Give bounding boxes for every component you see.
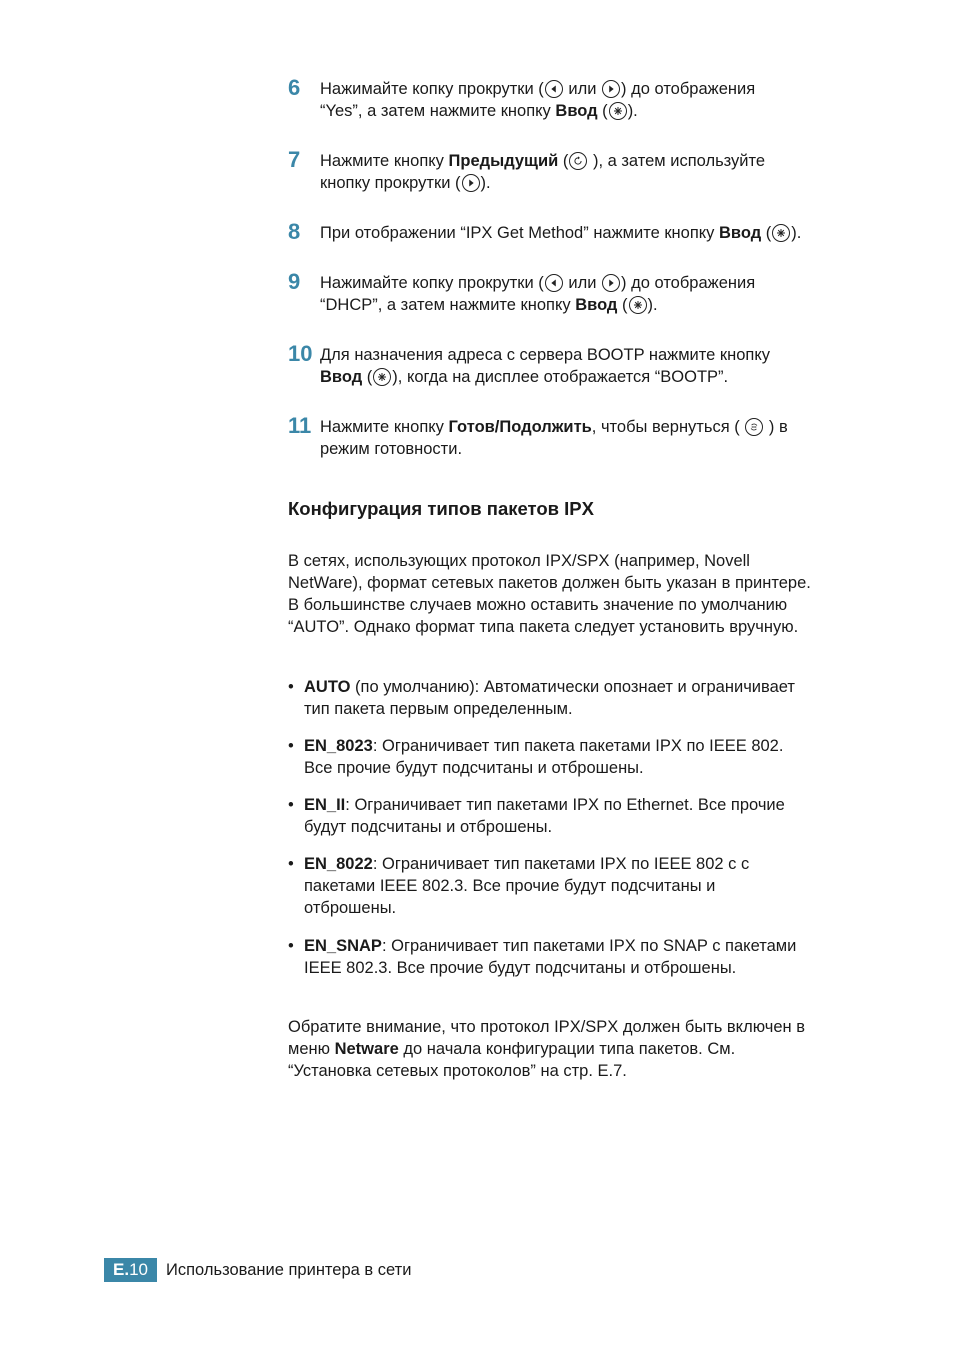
step-11	[288, 413, 848, 460]
bullet-en-8023: • EN_8023: Ограничивает тип пакета пакетами IPX по IEEE 802. Все прочие будут подсчитаны и отброшены.	[288, 737, 784, 777]
enter-icon	[772, 224, 790, 242]
step-number: 9	[288, 269, 301, 294]
scroll-left-icon	[545, 274, 563, 292]
bullet-en-8022: • EN_8022: Ограничивает тип пакетами IPX по IEEE 802 с с пакетами IEEE 802.3. Все прочие будут подсчитаны и отброшены.	[288, 855, 750, 917]
step-9	[288, 269, 848, 316]
scroll-right-icon	[462, 174, 480, 192]
step-8	[288, 219, 848, 244]
bullet-auto: • AUTO (по умолчанию): Автоматически опознает и ограничивает тип пакета первым определенным.	[288, 678, 795, 718]
enter-icon	[609, 102, 627, 120]
step-text: Нажмите кнопку Предыдущий ( ), а затем используйте кнопку прокрутки ( ).	[320, 152, 766, 192]
step-7	[288, 147, 848, 194]
step-text: Нажимайте копку прокрутки ( или ) до отображения “Yes”, а затем нажмите кнопку Ввод ( ).	[320, 80, 756, 120]
step-6	[288, 75, 848, 122]
enter-icon	[373, 368, 391, 386]
enter-icon	[629, 296, 647, 314]
section-heading: Конфигурация типов пакетов IPX	[288, 498, 594, 519]
bullet-marker: •	[288, 737, 294, 755]
page-number-tag	[104, 1258, 157, 1282]
step-10	[288, 341, 848, 388]
back-icon	[569, 152, 587, 170]
note-paragraph: Обратите внимание, что протокол IPX/SPX должен быть включен в меню Netware до начала конфигурации типа пакетов. См. “Установка сетевых протоколов” на стр. E.7.	[288, 1018, 805, 1080]
step-text: Для назначения адреса с сервера BOOTP нажмите кнопку Ввод ( ), когда на дисплее отображается “BOOTP”.	[320, 346, 770, 386]
step-text: Нажимайте копку прокрутки ( или ) до отображения “DHCP”, а затем нажмите кнопку Ввод ( ).	[320, 274, 756, 314]
scroll-right-icon	[602, 274, 620, 292]
step-number: 7	[288, 147, 301, 172]
step-number: 11	[288, 413, 312, 438]
bullet-en-ii: • EN_II: Ограничивает тип пакетами IPX по Ethernet. Все прочие будут подсчитаны и отброшены.	[288, 796, 785, 836]
step-number: 10	[288, 341, 313, 366]
step-text: Нажмите кнопку Готов/Подолжить, чтобы вернуться ( ) в режим готовности.	[320, 418, 788, 458]
bullet-marker: •	[288, 678, 294, 696]
bullet-marker: •	[288, 796, 294, 814]
page-number: 10	[129, 1260, 148, 1279]
ready-continue-icon	[745, 418, 763, 436]
scroll-right-icon	[602, 80, 620, 98]
scroll-left-icon	[545, 80, 563, 98]
bullet-marker: •	[288, 855, 294, 873]
step-number: 6	[288, 75, 301, 100]
step-number: 8	[288, 219, 301, 244]
intro-paragraph: В сетях, использующих протокол IPX/SPX (например, Novell NetWare), формат сетевых пакетов должен быть указан в принтере. В большинстве случаев можно оставить значение по умолчанию “AUTO”. Однако формат типа пакета следует установить вручную.	[288, 552, 811, 636]
bullet-marker: •	[288, 937, 294, 955]
bullet-en-snap: • EN_SNAP: Ограничивает тип пакетами IPX по SNAP с пакетами IEEE 802.3. Все прочие будут подсчитаны и отброшены.	[288, 937, 797, 977]
step-text: При отображении “IPX Get Method” нажмите кнопку Ввод ( ).	[320, 224, 802, 242]
page-section-letter: E.	[113, 1260, 130, 1279]
footer-chapter-title: Использование принтера в сети	[166, 1261, 412, 1279]
